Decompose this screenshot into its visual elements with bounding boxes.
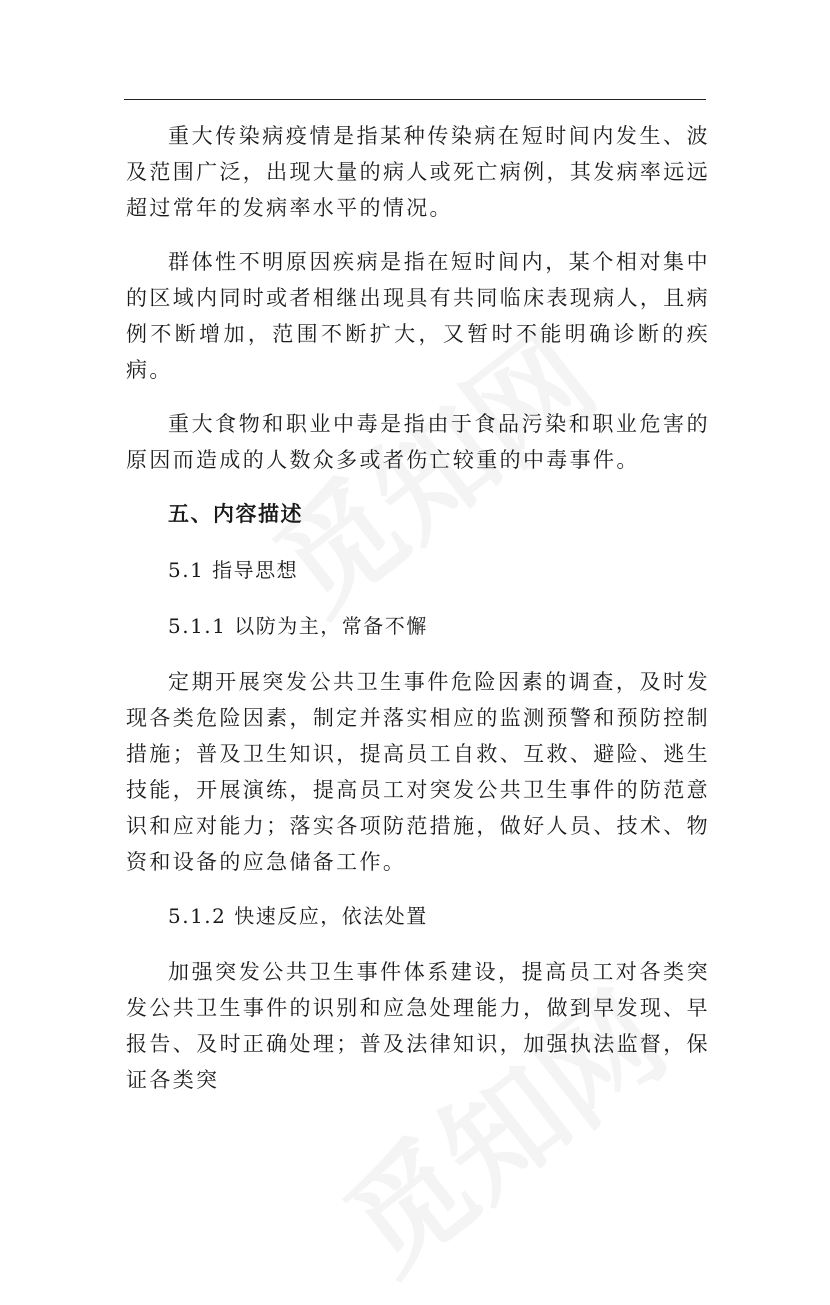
section-heading: 五、内容描述 xyxy=(168,502,303,526)
subsubsection-heading-response: 5.1.2 快速反应，依法处置 xyxy=(168,904,428,928)
paragraph-infectious-disease: 重大传染病疫情是指某种传染病在短时间内发生、波及范围广泛，出现大量的病人或死亡病例，其发病率远远超过常年的发病率水平的情况。 xyxy=(126,124,710,220)
paragraph-poisoning: 重大食物和职业中毒是指由于食品污染和职业危害的原因而造成的人数众多或者伤亡较重的中毒事件。 xyxy=(126,412,710,472)
header-rule xyxy=(124,99,706,100)
paragraph-response: 加强突发公共卫生事件体系建设，提高员工对各类突发公共卫生事件的识别和应急处理能力，做到早发现、早报告、及时正确处理；普及法律知识，加强执法监督，保证各类突 xyxy=(126,960,710,1092)
subsubsection-heading-prevention: 5.1.1 以防为主，常备不懈 xyxy=(168,614,428,638)
paragraph-unknown-disease: 群体性不明原因疾病是指在短时间内，某个相对集中的区域内同时或者相继出现具有共同临床表现病人，且病例不断增加，范围不断扩大，又暂时不能明确诊断的疾病。 xyxy=(126,250,710,382)
document-body xyxy=(126,118,710,1116)
paragraph-prevention: 定期开展突发公共卫生事件危险因素的调查，及时发现各类危险因素，制定并落实相应的监测预警和预防控制措施；普及卫生知识，提高员工自救、互救、避险、逃生技能，开展演练，提高员工对突发公共卫生事件的防范意识和应对能力；落实各项防范措施，做好人员、技术、物资和设备的应急储备工作。 xyxy=(126,670,710,874)
subsection-heading: 5.1 指导思想 xyxy=(168,558,299,582)
